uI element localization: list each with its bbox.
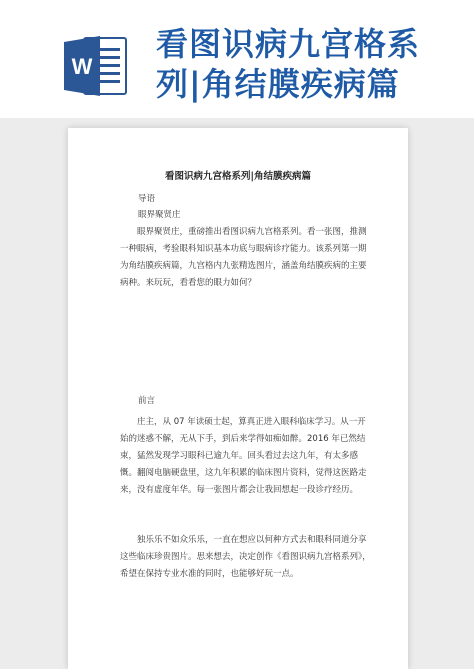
page-title (156, 24, 466, 104)
page-title-line2: 列|角结膜疾病篇 (156, 65, 400, 103)
header-banner (0, 0, 474, 125)
intro-paragraph: 眼界聚贤庄，重磅推出看图识病九宫格系列。看一张图，推测一种眼病，考验眼科知识基本功底与眼病诊疗能力。该系列第一期为角结膜疾病篇，九宫格内九张精选图片，涵盖角结膜疾病的主要病种。来玩玩，看看您的眼力如何？ (120, 227, 367, 288)
section-heading-preface: 前言 (138, 396, 156, 406)
document-title: 看图识病九宫格系列|角结膜疾病篇 (165, 171, 311, 182)
word-icon (62, 32, 130, 100)
preface-paragraph-1: 庄主，从 07 年读硕士起，算真正进入眼科临床学习。从一开始的迷惑不解，无从下手，到后来学得如痴如醉。2016 年已然结束，猛然发现学习眼科已逾九年。回头看过去这九年，有太多感慨。翻阅电脑硬盘里，这九年积累的临床图片资料，觉得这医路走来，没有虚度年华。每一张图片都会让我回想起一段诊疗经历。 (120, 417, 367, 495)
section-subheading: 眼界聚贤庄 (138, 210, 181, 220)
document-page (68, 128, 408, 669)
svg-text:W: W (71, 54, 93, 79)
page-title-line1: 看图识病九宫格系 (156, 25, 421, 63)
preface-paragraph-2: 独乐乐不如众乐乐，一直在想应以何种方式去和眼科同道分享这些临床珍贵图片。思来想去，决定创作《看图识病九宫格系列》，希望在保持专业水准的同时，也能够好玩一点。 (120, 535, 371, 579)
section-heading-intro: 导语 (138, 194, 156, 204)
